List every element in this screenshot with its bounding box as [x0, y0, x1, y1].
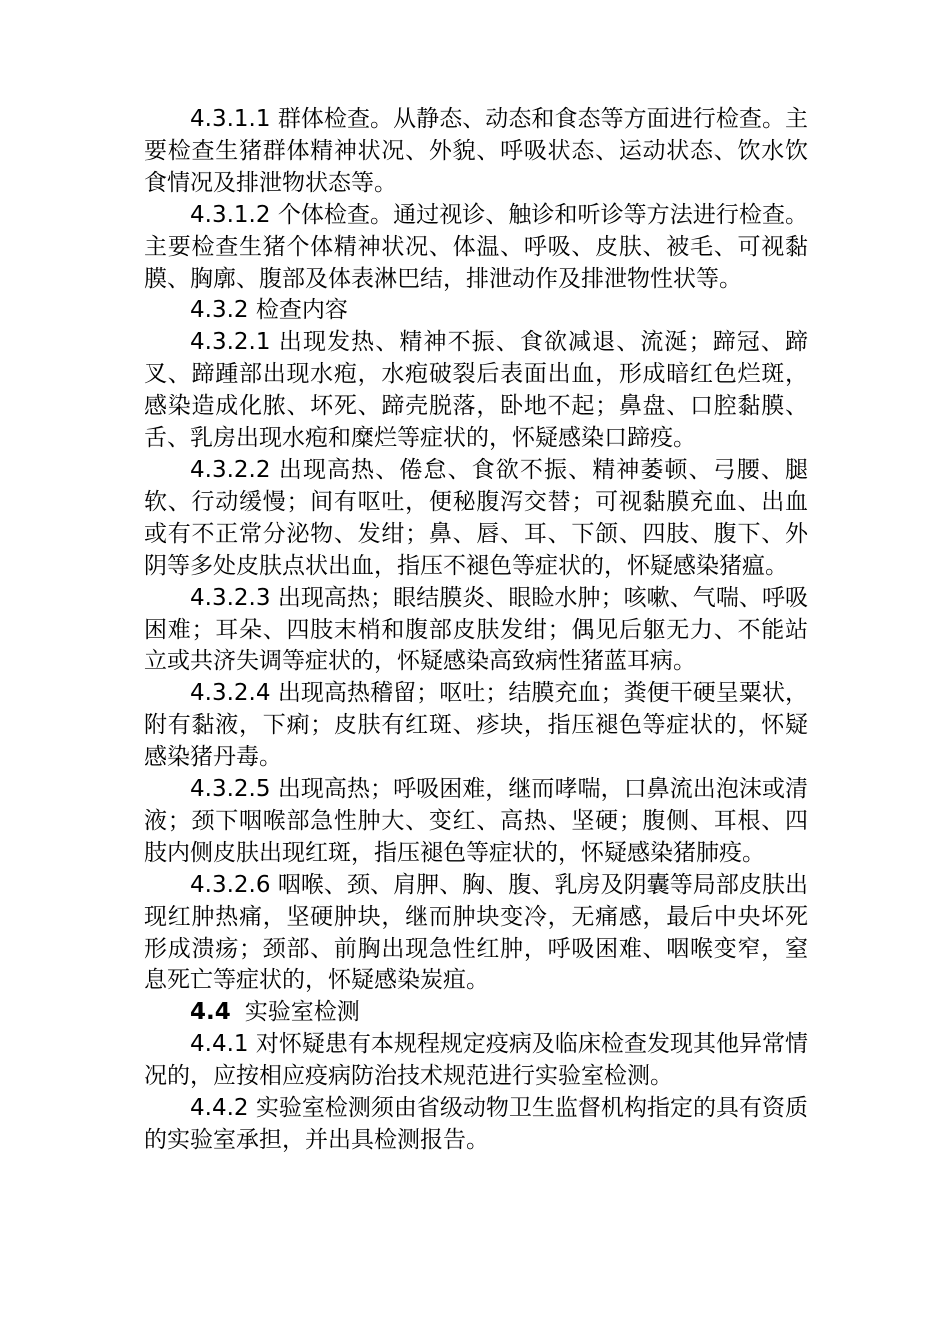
- section-number: 4.4: [190, 999, 231, 1026]
- section-title: 实验室检测: [244, 999, 360, 1026]
- paragraph-4-3-2-4: 4.3.2.4 出现高热稽留；呕吐；结膜充血；粪便干硬呈粟状，附有黏液，下痢；皮肤有红斑、疹块，指压褪色等症状的，怀疑感染猪丹毒。: [144, 680, 808, 771]
- paragraph-4-3-1-2: 4.3.1.2 个体检查。通过视诊、触诊和听诊等方法进行检查。主要检查生猪个体精神状况、体温、呼吸、皮肤、被毛、可视黏膜、胸廓、腹部及体表淋巴结，排泄动作及排泄物性状等。: [144, 201, 808, 292]
- paragraph-4-4-1: 4.4.1 对怀疑患有本规程规定疫病及临床检查发现其他异常情况的，应按相应疫病防治技术规范进行实验室检测。: [144, 1031, 808, 1090]
- paragraph-4-3-2-1: 4.3.2.1 出现发热、精神不振、食欲减退、流涎；蹄冠、蹄叉、蹄踵部出现水疱，水疱破裂后表面出血，形成暗红色烂斑，感染造成化脓、坏死、蹄壳脱落，卧地不起；鼻盘、口腔黏膜、舌、乳房出现水疱和糜烂等症状的，怀疑感染口蹄疫。: [144, 329, 808, 452]
- paragraph-4-4-2: 4.4.2 实验室检测须由省级动物卫生监督机构指定的具有资质的实验室承担，并出具检测报告。: [144, 1095, 808, 1153]
- paragraph-4-3-1-1: 4.3.1.1 群体检查。从静态、动态和食态等方面进行检查。主要检查生猪群体精神状况、外貌、呼吸状态、运动状态、饮水饮食情况及排泄物状态等。: [144, 106, 808, 196]
- section-heading-4-4: [144, 997, 808, 1029]
- document-body: [144, 104, 808, 1157]
- paragraph-4-3-2-3: 4.3.2.3 出现高热；眼结膜炎、眼睑水肿；咳嗽、气喘、呼吸困难；耳朵、四肢末梢和腹部皮肤发绀；偶见后躯无力、不能站立或共济失调等症状的，怀疑感染高致病性猪蓝耳病。: [144, 584, 808, 675]
- paragraph-4-3-2-6: 4.3.2.6 咽喉、颈、肩胛、胸、腹、乳房及阴囊等局部皮肤出现红肿热痛，坚硬肿块，继而肿块变冷，无痛感，最后中央坏死形成溃疡；颈部、前胸出现急性红肿，呼吸困难、咽喉变窄，窒息死亡等症状的，怀疑感染炭疽。: [144, 871, 808, 994]
- subheading-4-3-2: 4.3.2 检查内容: [190, 297, 348, 324]
- paragraph-4-3-2-2: 4.3.2.2 出现高热、倦怠、食欲不振、精神萎顿、弓腰、腿软、行动缓慢；间有呕吐，便秘腹泻交替；可视黏膜充血、出血或有不正常分泌物、发绀；鼻、唇、耳、下颌、四肢、腹下、外阴等多处皮肤点状出血，指压不褪色等症状的，怀疑感染猪瘟。: [144, 456, 808, 579]
- paragraph-4-3-2-5: 4.3.2.5 出现高热；呼吸困难，继而哮喘，口鼻流出泡沫或清液；颈下咽喉部急性肿大、变红、高热、坚硬；腹侧、耳根、四肢内侧皮肤出现红斑，指压褪色等症状的，怀疑感染猪肺疫。: [144, 776, 808, 866]
